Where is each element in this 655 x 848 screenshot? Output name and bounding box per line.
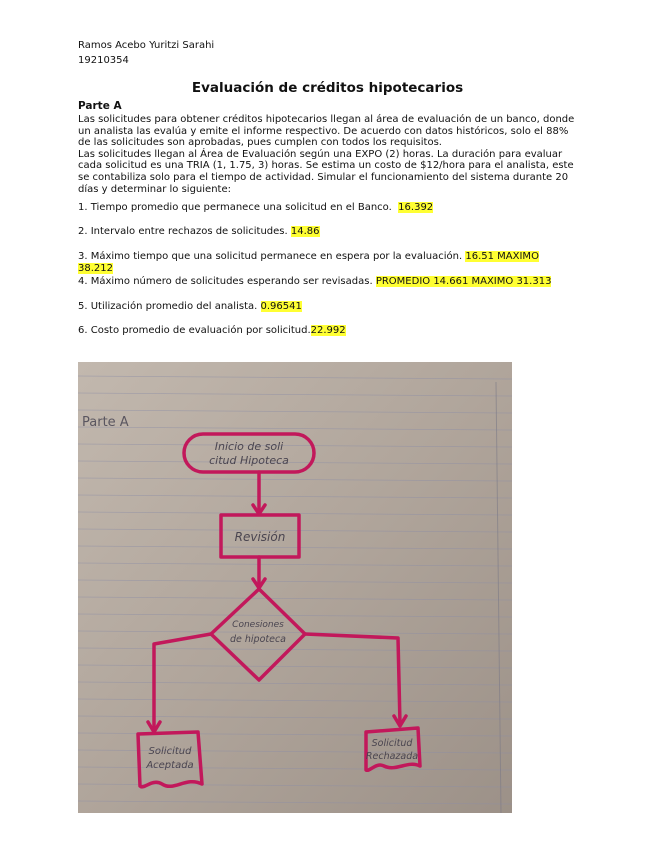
- question-text: 1. Tiempo promedio que permanece una solicitud en el Banco.: [78, 202, 392, 213]
- author-name: Ramos Acebo Yuritzi Sarahi: [78, 40, 215, 51]
- start-node-line2: citud Hipoteca: [209, 454, 289, 467]
- start-node-line1: Inicio de soli: [214, 440, 284, 453]
- question-text: 2. Intervalo entre rechazos de solicitudes.: [78, 226, 288, 237]
- question-3: [78, 251, 553, 275]
- question-answer: 14.86: [290, 226, 320, 237]
- section-heading: Parte A: [78, 100, 122, 112]
- flowchart-drawing: [78, 362, 512, 813]
- paragraph-1: Las solicitudes para obtener créditos hipotecarios llegan al área de evaluación de un banco, donde un analista las evalúa y emite el informe respectivo. De acuerdo con datos históricos, solo el 88% de las solicitudes son aprobadas, pues cumplen con todos los requisitos.: [78, 114, 575, 149]
- document-title: Evaluación de créditos hipotecarios: [191, 80, 464, 96]
- author-id: 19210354: [78, 55, 129, 66]
- approved-node-line2: Aceptada: [146, 760, 194, 771]
- question-answer: 16.51 MAXIMO 38.212: [78, 251, 539, 274]
- question-answer: 22.992: [310, 325, 346, 336]
- question-5: [78, 301, 578, 313]
- question-2: [78, 226, 578, 238]
- paragraph-2: Las solicitudes llegan al Área de Evaluación según una EXPO (2) horas. La duración para evaluar cada solicitud es una TRIA (1, 1.75, 3) horas. Se estima un costo de $12/hora para el analista, este se contabiliza solo para el tiempo de actividad. Simular el funcionamiento del sistema durante 20 días y determinar lo siguiente:: [78, 148, 574, 195]
- page-label: Parte A: [82, 415, 129, 430]
- question-text: 6. Costo promedio de evaluación por solicitud.: [78, 325, 311, 336]
- flowchart-photo: [78, 362, 512, 813]
- question-6: [78, 325, 578, 337]
- problem-statement: [78, 114, 576, 195]
- question-1: [78, 202, 578, 214]
- question-text: 3. Máximo tiempo que una solicitud permanece en espera por la evaluación.: [78, 251, 463, 262]
- process-node-label: Revisión: [234, 530, 286, 544]
- question-4: [78, 276, 578, 288]
- question-text: 4. Máximo número de solicitudes esperando ser revisadas.: [78, 276, 373, 287]
- decision-node-line1: Conesiones: [232, 620, 284, 630]
- question-answer: 16.392: [398, 202, 434, 213]
- question-text: 5. Utilización promedio del analista.: [78, 301, 258, 312]
- rejected-node-line1: Solicitud: [371, 738, 413, 749]
- decision-node-line2: de hipoteca: [229, 634, 287, 645]
- rejected-node-line2: Rechazada: [365, 751, 419, 762]
- question-answer: PROMEDIO 14.661 MAXIMO 31.313: [375, 276, 552, 287]
- approved-node-line1: Solicitud: [148, 746, 192, 757]
- question-answer: 0.96541: [260, 301, 302, 312]
